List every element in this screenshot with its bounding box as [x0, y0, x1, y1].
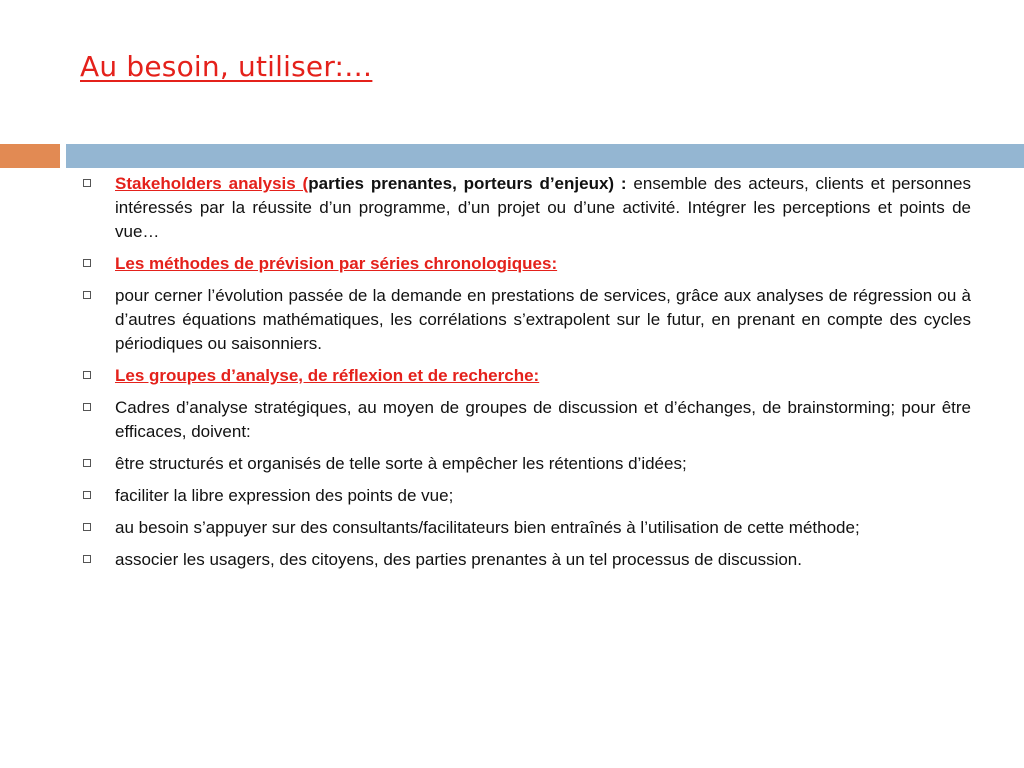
- accent-bar-blue: [66, 144, 1024, 168]
- stakeholders-text: ensemble des acteurs, clients et personnes intéressés par la réussite d’un programme, d’un projet ou d’une activité. Intégrer les perceptions et points de vue…: [115, 174, 971, 241]
- square-bullet-icon: [83, 523, 91, 531]
- expression-text: faciliter la libre expression des points de vue;: [115, 486, 454, 505]
- groups-heading: Les groupes d’analyse, de réflexion et de recherche:: [115, 366, 540, 385]
- square-bullet-icon: [83, 259, 91, 267]
- stakeholders-bold-text: parties prenantes, porteurs d’enjeux) :: [308, 174, 627, 193]
- accent-bar-orange: [0, 144, 60, 168]
- bullet-item-expression: [80, 484, 971, 508]
- square-bullet-icon: [83, 555, 91, 563]
- structured-text: être structurés et organisés de telle sorte à empêcher les rétentions d’idées;: [115, 454, 687, 473]
- bullet-item-frameworks: [80, 396, 971, 444]
- bullet-list: [80, 172, 971, 580]
- bullet-item-stakeholders: [80, 172, 971, 244]
- bullet-item-forecasting-heading: [80, 252, 971, 276]
- bullet-item-associate: [80, 548, 971, 572]
- bullet-item-structured: [80, 452, 971, 476]
- bullet-item-consultants: [80, 516, 971, 540]
- square-bullet-icon: [83, 291, 91, 299]
- frameworks-text: Cadres d’analyse stratégiques, au moyen de groupes de discussion et d’échanges, de brainstorming; pour être efficaces, doivent:: [115, 398, 971, 441]
- forecasting-heading: Les méthodes de prévision par séries chronologiques:: [115, 254, 558, 273]
- slide-title: Au besoin, utiliser:…: [80, 50, 373, 83]
- bullet-item-groups-heading: [80, 364, 971, 388]
- square-bullet-icon: [83, 459, 91, 467]
- associate-text: associer les usagers, des citoyens, des parties prenantes à un tel processus de discussion.: [115, 550, 802, 569]
- consultants-text: au besoin s’appuyer sur des consultants/facilitateurs bien entraînés à l’utilisation de cette méthode;: [115, 518, 860, 537]
- stakeholders-heading: Stakeholders analysis (: [115, 174, 309, 193]
- bullet-item-forecasting-description: [80, 284, 971, 356]
- square-bullet-icon: [83, 403, 91, 411]
- forecasting-description: pour cerner l’évolution passée de la demande en prestations de services, grâce aux analyses de régression ou à d’autres équations mathématiques, les corrélations s’extrapolent sur le futur, en prenant en compte des cycles périodiques ou saisonniers.: [115, 286, 971, 353]
- square-bullet-icon: [83, 491, 91, 499]
- square-bullet-icon: [83, 179, 91, 187]
- square-bullet-icon: [83, 371, 91, 379]
